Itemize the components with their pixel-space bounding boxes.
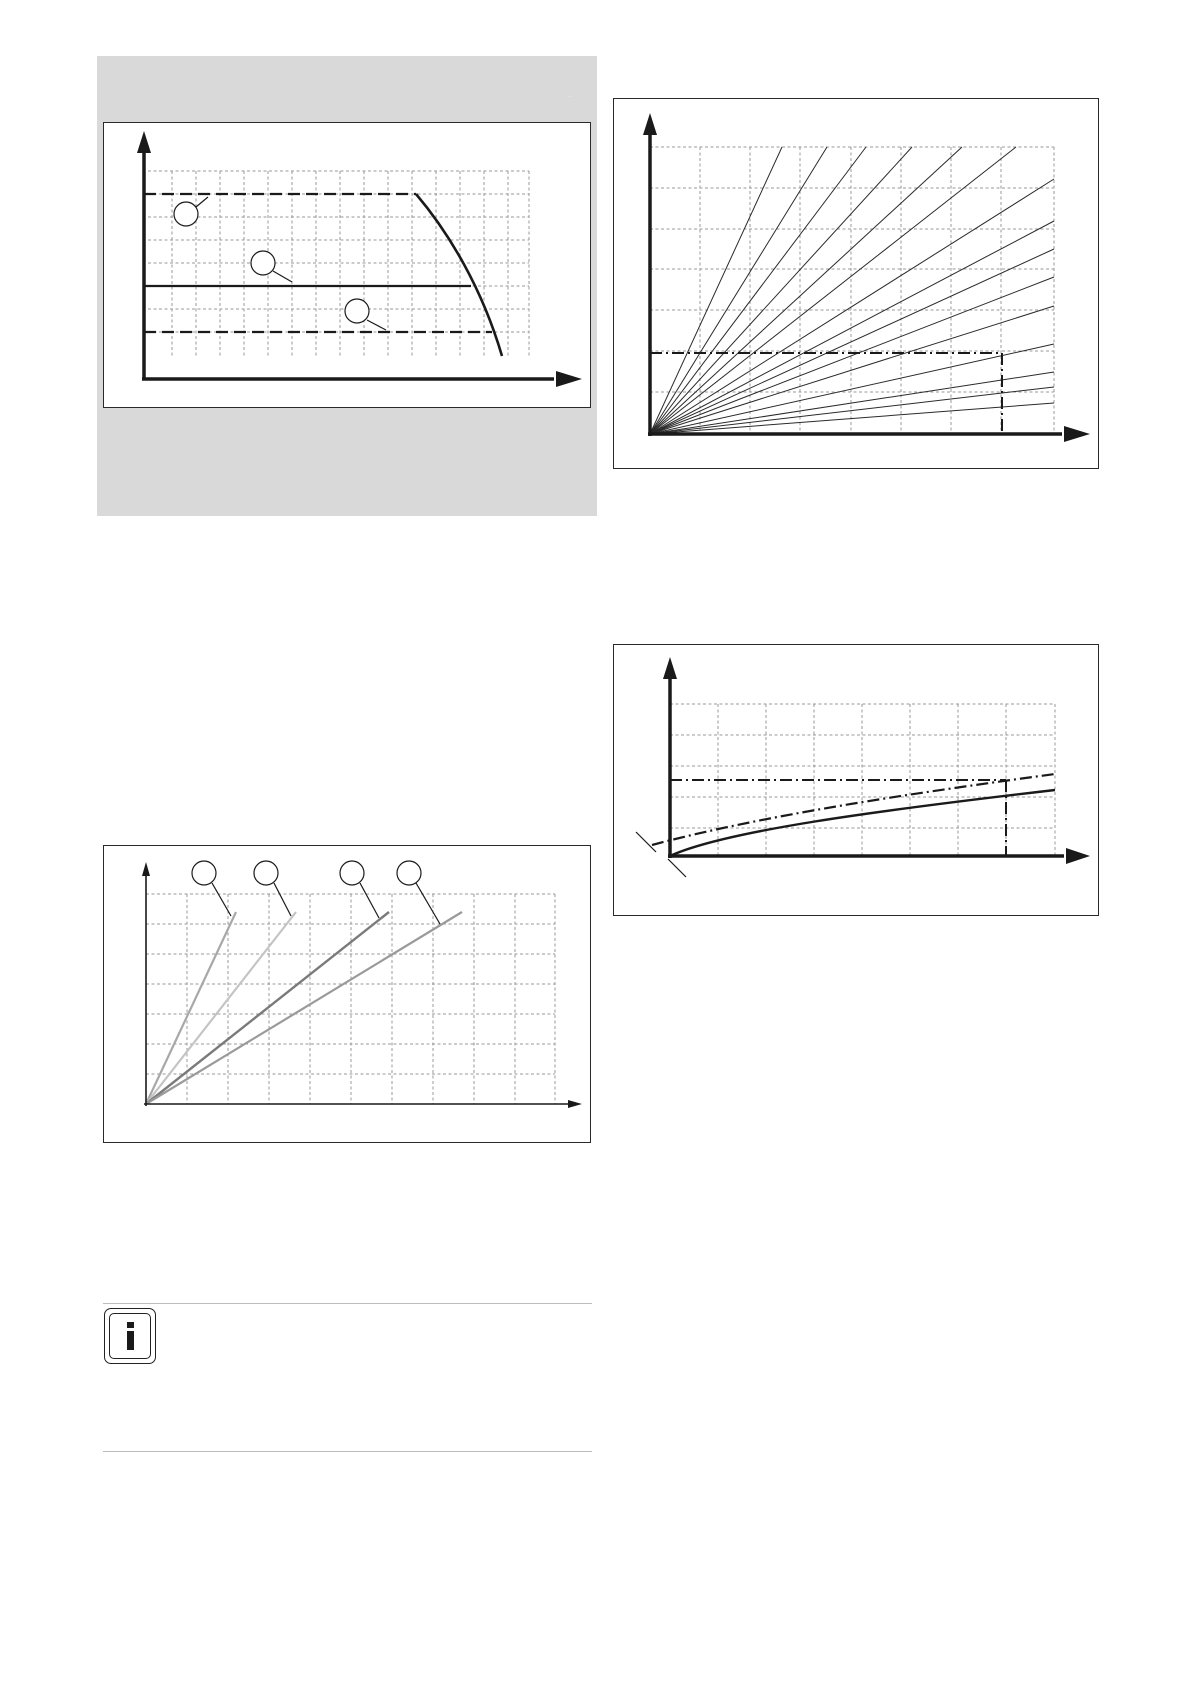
panel-mark: —	[567, 94, 573, 100]
grid-2	[650, 147, 1054, 434]
info-icon	[104, 1308, 156, 1364]
axis-break-upper	[636, 832, 656, 852]
y-axis-arrow	[137, 131, 151, 153]
dash-dot-curve	[652, 774, 1055, 845]
axis-break-lower	[668, 859, 686, 877]
x-axis-arrow	[1064, 426, 1090, 442]
rising-curve-chart	[614, 645, 1100, 917]
ray-11	[650, 306, 1054, 434]
figure-pump-characteristic	[103, 122, 591, 408]
figure-rising-curve	[613, 644, 1099, 916]
ray-13	[650, 372, 1054, 434]
four-lines-chart	[104, 846, 592, 1144]
line-4	[146, 912, 462, 1104]
callout-2	[254, 861, 278, 885]
ray-15	[650, 403, 1054, 434]
callout-3	[345, 299, 369, 323]
line-2	[146, 912, 296, 1104]
info-glyph	[121, 1322, 141, 1352]
y-axis-arrow	[663, 657, 677, 679]
line-3	[146, 912, 389, 1104]
ray-1	[650, 147, 782, 434]
pump-characteristic-chart	[104, 123, 592, 409]
callout-2	[251, 251, 275, 275]
callout-1-leader	[196, 197, 208, 207]
x-axis-arrow	[1066, 848, 1090, 864]
figure-line-fan	[613, 98, 1099, 469]
callout-4-leader	[416, 883, 440, 924]
figure-four-lines	[103, 845, 591, 1143]
info-rule-bottom	[103, 1451, 592, 1452]
ray-8	[650, 221, 1054, 434]
ray-5	[650, 147, 962, 434]
callout-3	[340, 861, 364, 885]
ray-12	[650, 344, 1054, 434]
y-axis-arrow	[142, 862, 150, 876]
callout-2-leader	[274, 883, 291, 916]
callout-1	[174, 202, 198, 226]
grid-4	[146, 894, 555, 1104]
ray-9	[650, 249, 1054, 434]
ray-4	[650, 147, 912, 434]
x-axis-arrow	[568, 1100, 582, 1108]
fan-rays	[650, 147, 1054, 434]
callout-4	[397, 861, 421, 885]
line-fan-chart	[614, 99, 1100, 470]
ray-7	[650, 179, 1054, 434]
line-1	[146, 912, 236, 1104]
callout-1	[192, 861, 216, 885]
callout-3-leader	[367, 320, 386, 330]
x-axis-arrow	[556, 371, 582, 387]
y-axis-arrow	[643, 113, 657, 135]
callout-2-leader	[273, 271, 292, 282]
info-rule-top	[103, 1303, 592, 1304]
callout-3-leader	[360, 883, 379, 918]
